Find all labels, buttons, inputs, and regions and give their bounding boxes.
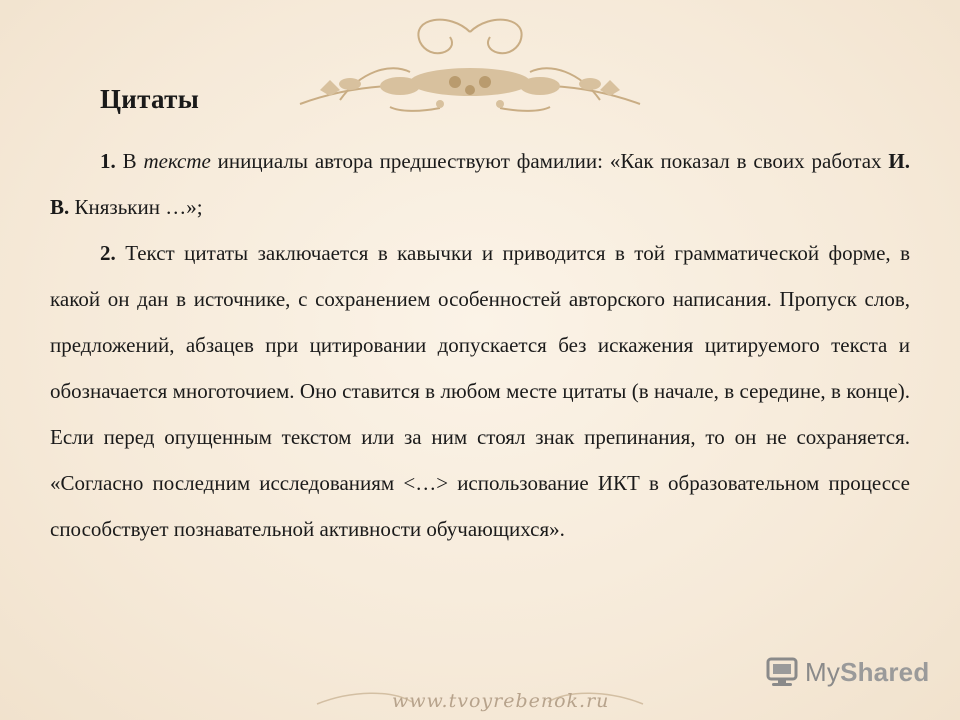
text-run: Текст цитаты заключается в кавычки и приводится в той грамматической форме, в какой он дан в источнике, с сохранением особенностей авторского написания. Пропуск слов, предложений, абзацев при цитировании допускается без искажения цитируемого текста и обозначается многоточием. Оно ставится в любом месте цитаты (в начале, в середине, в конце). Если перед опущенным текстом или за ним стоял знак препинания, то он не сохраняется. «Согласно последним исследованиям <…> использование ИКТ в образовательном процессе способствует познавательной активности обучающихся». [50, 241, 910, 541]
text-run: В [115, 149, 144, 173]
myshared-logo-icon [765, 655, 799, 689]
item-number: 1. [100, 149, 116, 173]
brand-shared: Shared [840, 656, 930, 687]
bold-initials: И. В. [50, 149, 910, 219]
watermark-url: www.tvoyrebenok.ru [392, 690, 610, 712]
text-run: инициалы автора предшествуют фамилии: «Как показал в своих работах [210, 149, 889, 173]
floral-ornament-icon [280, 12, 660, 124]
text-run: Князькин …»; [69, 195, 203, 219]
brand-my: My [805, 656, 841, 687]
item-number: 2. [100, 241, 116, 265]
myshared-logo [765, 652, 929, 692]
paragraph-2 [50, 230, 910, 552]
italic-text: тексте [143, 149, 211, 173]
slide-content [50, 138, 910, 552]
slide-title: Цитаты [100, 84, 200, 114]
paragraph-1 [50, 138, 910, 230]
brand-name [805, 657, 929, 688]
